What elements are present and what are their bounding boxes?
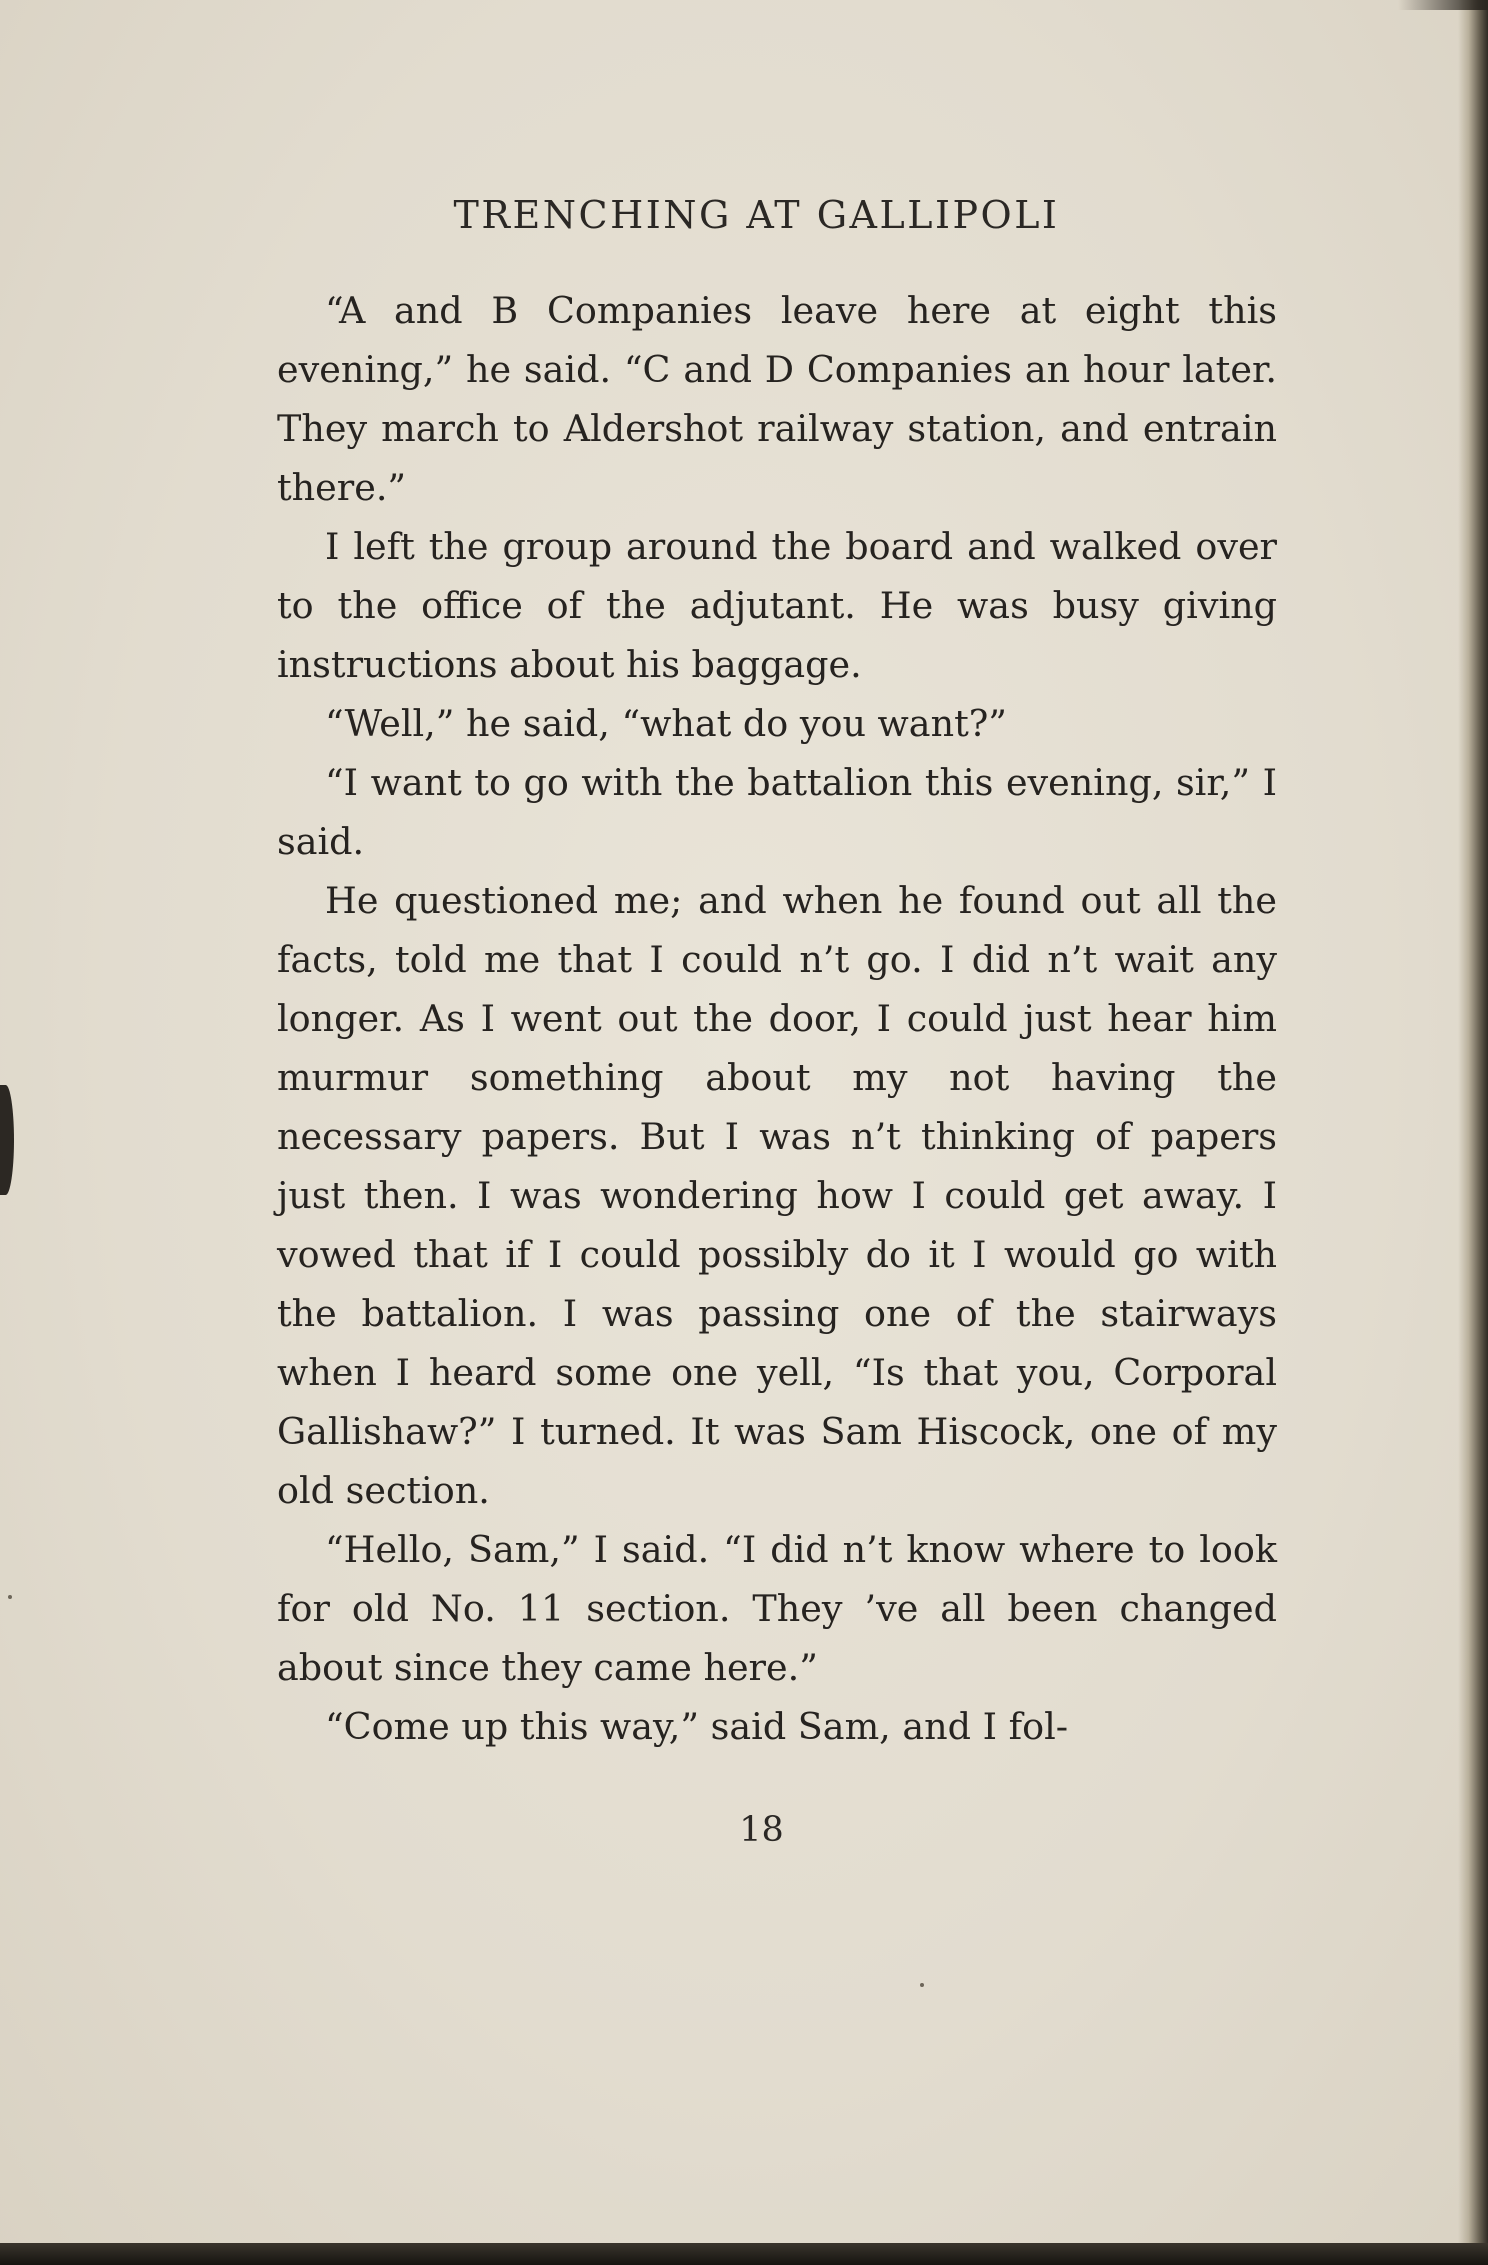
paragraph: “A and B Companies leave here at eight this evening,” he said. “C and D Companies an hour later. They march to Aldershot railway station, and entrain there.” xyxy=(277,289,1277,509)
paragraph: “I want to go with the battalion this evening, sir,” I said. xyxy=(277,761,1277,863)
page-bottom-shadow xyxy=(0,2243,1488,2265)
body-text xyxy=(277,281,1277,1756)
running-head: TRENCHING AT GALLIPOLI xyxy=(453,193,1060,237)
paper-speck xyxy=(920,1983,924,1987)
paragraph: I left the group around the board and walked over to the office of the adjutant. He was busy giving instructions about his baggage. xyxy=(277,525,1277,686)
page-number: 18 xyxy=(739,1810,784,1850)
page-corner-shadow xyxy=(1398,0,1488,10)
paragraph: “Hello, Sam,” I said. “I did n’t know where to look for old No. 11 section. They ’ve all been changed about since they came here.” xyxy=(277,1528,1277,1689)
paper-speck xyxy=(8,1595,12,1599)
paragraph: He questioned me; and when he found out all the facts, told me that I could n’t go. I did n’t wait any longer. As I went out the door, I could just hear him murmur something about my not having the necessary papers. But I was n’t thinking of papers just then. I was wondering how I could get away. I vowed that if I could possibly do it I would go with the battalion. I was passing one of the stairways when I heard some one yell, “Is that you, Corporal Gallishaw?” I turned. It was Sam Hiscock, one of my old section. xyxy=(277,879,1277,1512)
binding-mark xyxy=(0,1085,14,1195)
page-edge-shadow xyxy=(1458,0,1488,2265)
paragraph: “Well,” he said, “what do you want?” xyxy=(325,702,1007,745)
paragraph: “Come up this way,” said Sam, and I fol- xyxy=(325,1705,1069,1748)
